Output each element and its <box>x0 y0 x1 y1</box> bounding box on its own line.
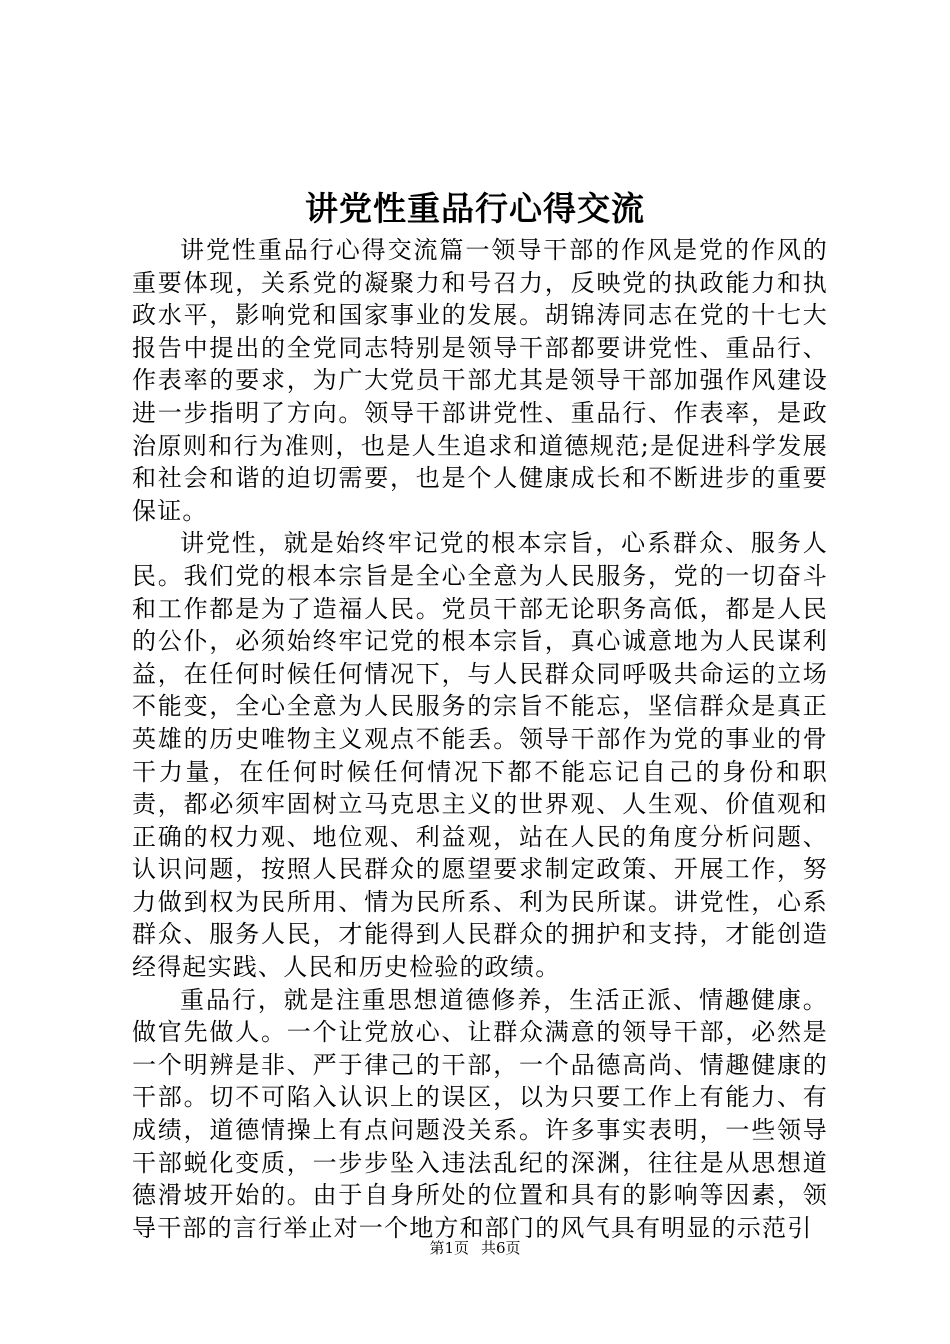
paragraph-1: 讲党性重品行心得交流篇一领导干部的作风是党的作风的重要体现，关系党的凝聚力和号召力，反映党的执政能力和执政水平，影响党和国家事业的发展。胡锦涛同志在党的十七大报告中提出的全党同志特别是领导干部都要讲党性、重品行、作表率的要求，为广大党员干部尤其是领导干部加强作风建设进一步指明了方向。领导干部讲党性、重品行、作表率，是政治原则和行为准则，也是人生追求和道德规范;是促进科学发展和社会和谐的迫切需要，也是个人健康成长和不断进步的重要保证。 <box>132 236 828 525</box>
page-total: 共6页 <box>481 1239 521 1257</box>
page-footer <box>0 1236 950 1260</box>
page-number: 第1页 <box>429 1239 469 1257</box>
document-body <box>132 234 828 1244</box>
paragraph-2: 讲党性，就是始终牢记党的根本宗旨，心系群众、服务人民。我们党的根本宗旨是全心全意为人民服务，党的一切奋斗和工作都是为了造福人民。党员干部无论职务高低，都是人民的公仆，必须始终牢记党的根本宗旨，真心诚意地为人民谋利益，在任何时候任何情况下，与人民群众同呼吸共命运的立场不能变，全心全意为人民服务的宗旨不能忘，坚信群众是真正英雄的历史唯物主义观点不能丢。领导干部作为党的事业的骨干力量，在任何时候任何情况下都不能忘记自己的身份和职责，都必须牢固树立马克思主义的世界观、人生观、价值观和正确的权力观、地位观、利益观，站在人民的角度分析问题、认识问题，按照人民群众的愿望要求制定政策、开展工作，努力做到权为民所用、情为民所系、利为民所谋。讲党性，心系群众、服务人民，才能得到人民群众的拥护和支持，才能创造经得起实践、人民和历史检验的政绩。 <box>132 529 828 982</box>
page-title: 讲党性重品行心得交流 <box>305 189 645 228</box>
paragraph-3: 重品行，就是注重思想道德修养，生活正派、情趣健康。做官先做人。一个让党放心、让群众满意的领导干部，必然是一个明辨是非、严于律己的干部，一个品德高尚、情趣健康的干部。切不可陷入认识上的误区，以为只要工作上有能力、有成绩，道德情操上有点问题没关系。许多事实表明，一些领导干部蜕化变质，一步步坠入违法乱纪的深渊，往往是从思想道德滑坡开始的。由于自身所处的位置和具有的影响等因素，领导干部的言行举止对一个地方和部门的风气具有明显的示范引 <box>132 985 828 1242</box>
